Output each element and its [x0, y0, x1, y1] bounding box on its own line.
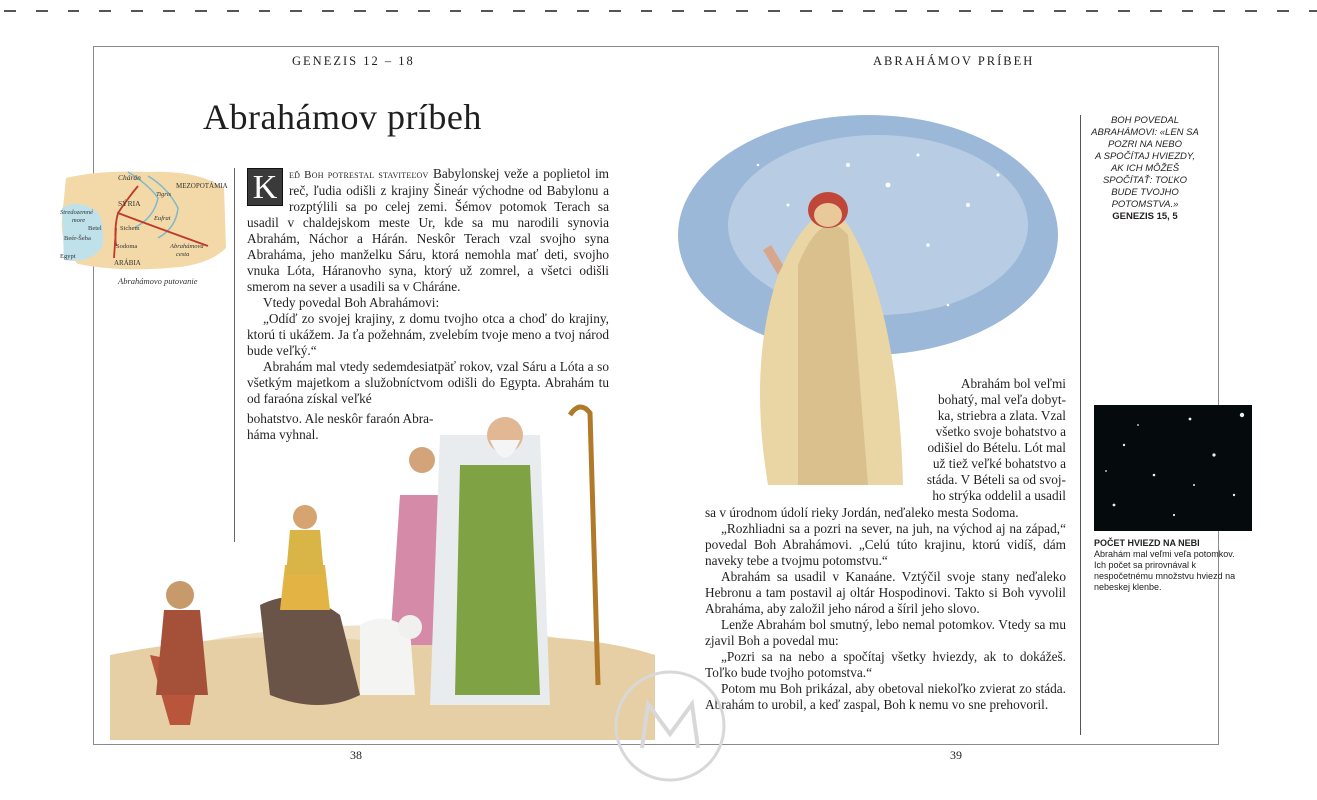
- map-label-betel: Betel: [88, 225, 102, 232]
- right-paragraph-5: „Pozri sa na nebo a spočítaj všetky hviezdy, ak to dokážeš. Toľko bude tvojho potomstva.“: [705, 649, 1066, 680]
- map-label-more: more: [72, 217, 86, 224]
- right-paragraph-4: Lenže Abrahám bol smutný, lebo nemal potomkov. Vtedy sa mu zjavil Boh a povedal mu:: [705, 617, 1066, 648]
- page-number-left: 38: [350, 748, 362, 762]
- map-label-tigris: Tigris: [156, 191, 172, 198]
- quote-line-7: BUDE TVOJHO: [1111, 187, 1179, 198]
- quote-line-8: POTOMSTVA.»: [1111, 199, 1179, 210]
- right-line-5: odišiel do Bételu. Lót mal: [927, 440, 1066, 455]
- map-label-abrahamova: Abrahámova: [170, 243, 204, 250]
- photo-caption: [1094, 538, 1242, 593]
- map-label-syria: SÝRIA: [118, 199, 141, 208]
- right-text-column: [705, 505, 1066, 713]
- photo-caption-title: POČET HVIEZD NA NEBI: [1094, 538, 1200, 548]
- running-head-right: ABRAHÁMOV PRÍBEH: [873, 54, 1035, 68]
- paragraph-4b: bohatstvo. Ale neskôr faraón Abra-: [247, 411, 434, 426]
- map-label-sichem: Sichem: [120, 225, 140, 232]
- night-sky-photo: [1094, 405, 1252, 531]
- map-label-cesta: cesta: [176, 251, 190, 258]
- journey-map: [58, 168, 228, 272]
- map-label-sodoma: Sodoma: [116, 243, 138, 250]
- right-line-1: Abrahám bol veľmi: [960, 376, 1066, 391]
- sidebar-rule: [1080, 115, 1081, 735]
- right-line-3: ka, striebra a zlata. Vzal: [937, 408, 1066, 423]
- quote-line-4: A SPOČÍTAJ HVIEZDY,: [1095, 151, 1195, 162]
- right-paragraph-2: „Rozhliadni sa a pozri na sever, na juh, na východ aj na západ,“ povedal Boh Abrahámovi. „Celú túto krajinu, ktorú vidíš, dám naveky tebe a tvojmu potomstvu.“: [705, 521, 1066, 568]
- paragraph-2: Vtedy povedal Boh Abrahámovi:: [263, 295, 440, 310]
- sidebar-quote: [1082, 115, 1208, 223]
- right-line-8: ho strýka oddelil a usadil: [932, 488, 1066, 503]
- right-line-4: všetko svoje bohatstvo a: [935, 424, 1066, 439]
- lead-smallcaps: eď Boh potrestal staviteľov: [289, 169, 429, 181]
- right-paragraph-3: Abrahám sa usadil v Kanaáne. Vztýčil svoje stany neďaleko Hebronu a tam postavil aj oltár Hospodinovi. Takto si Boh vyvolil Abraháma, aby založil jeho národ a šíril jeho slovo.: [705, 569, 1066, 616]
- right-line-7: stáda. V Bételi sa od svoj-: [926, 472, 1066, 487]
- top-dash-border: [0, 0, 1317, 22]
- quote-line-3: POZRI NA NEBO: [1107, 139, 1183, 150]
- quote-line-5: AK ICH MÔŽEŠ: [1110, 163, 1180, 174]
- quote-line-6: SPOČÍTAŤ: TOĽKO: [1102, 175, 1188, 186]
- left-text-column: [247, 166, 609, 407]
- map-label-arabia: ARÁBIA: [114, 259, 141, 267]
- paragraph-4c: háma vyhnal.: [247, 427, 319, 442]
- map-label-mezopotamia: MEZOPOTÁMIA: [176, 182, 228, 190]
- right-line-2: bohatý, mal veľa dobyt-: [938, 392, 1066, 407]
- quote-reference: GENEZIS 15, 5: [1112, 211, 1178, 222]
- page-number-right: 39: [950, 748, 962, 762]
- abraham-caravan-illustration: [110, 395, 655, 740]
- right-paragraph-1-tail: sa v úrodnom údolí rieky Jordán, neďaleko mesta Sodoma.: [705, 505, 1019, 520]
- paragraph-1: Babylonskej veže a poplietol im reč, ľudia odišli z krajiny Šineár východne od Babylonu a rozptýlili sa po celej zemi. Šémov potomok Terach sa usadil v chaldejskom meste Ur, kde sa mu narodili synovia Abrahám, Náchor a Hárán. Neskôr Terach vzal svojho syna Abraháma, jeho manželku Sáru, ktorá nemohla mať deti, svojho vnuka Lóta, Háranovho syna, ktorý už zomrel, a všetci odišli smerom na sever a usadili sa v Cháráne.: [247, 166, 609, 294]
- running-head-left: GENEZIS 12 – 18: [292, 54, 415, 68]
- watermark-logo: [612, 668, 728, 784]
- map-caption: Abrahámovo putovanie: [118, 276, 198, 286]
- map-label-stredozemne: Stredozemné: [60, 209, 93, 216]
- page-title: Abrahámov príbeh: [203, 97, 482, 137]
- dropcap: K: [247, 168, 283, 206]
- quote-line-2: ABRAHÁMOVI: «LEN SA: [1091, 127, 1199, 138]
- right-text-wrap: [901, 376, 1066, 504]
- map-label-charan: Chárán: [118, 173, 141, 182]
- photo-caption-text: Abrahám mal veľmi veľa potomkov. Ich počet sa prirovnával k nespočetnému množstvu hviezd na nebeskej klenbe.: [1094, 549, 1236, 592]
- map-label-egypt: Egypt: [60, 253, 76, 260]
- map-label-eufrat: Eufrat: [154, 215, 171, 222]
- quote-line-1: BOH POVEDAL: [1110, 115, 1180, 126]
- map-label-beerseba: Beér-Šeba: [64, 235, 91, 242]
- right-line-6: už tiež veľké bohatstvo a: [932, 456, 1066, 471]
- paragraph-4: Abrahám mal vtedy sedemdesiatpäť rokov, vzal Sáru a Lóta a so všetkým majetkom a služobníctvom odišli do Egypta. Abrahám tu od faraóna získal veľké: [247, 359, 609, 406]
- paragraph-3: „Odíď zo svojej krajiny, z domu tvojho otca a choď do krajiny, ktorú ti ukážem. Ja ťa požehnám, zvelebím tvoje meno a tvoj národ bude veľký.“: [247, 311, 609, 358]
- right-paragraph-6: Potom mu Boh prikázal, aby obetoval niekoľko zvierat zo stáda. Abrahám to urobil, a keď zaspal, Boh k nemu vo sne prehovoril.: [705, 681, 1066, 712]
